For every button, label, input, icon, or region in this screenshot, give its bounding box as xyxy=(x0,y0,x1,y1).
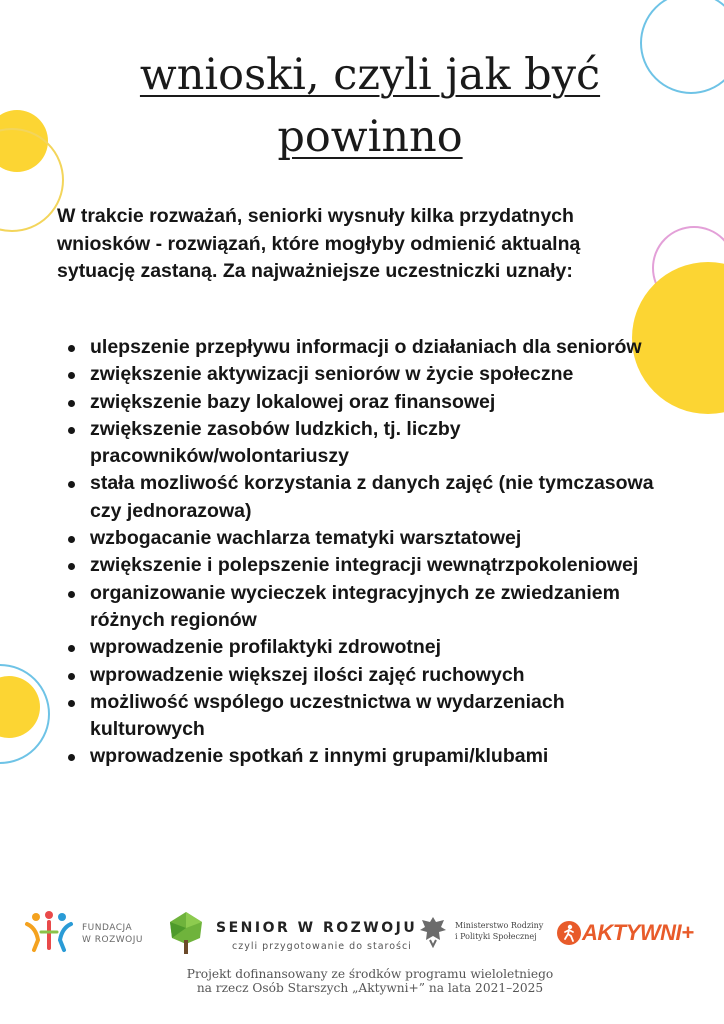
fundacja-logo xyxy=(24,910,154,954)
circle-outline-bottom-left xyxy=(0,664,50,764)
list-item-text: zwiększenie aktywizacji seniorów w życie społeczne xyxy=(90,363,574,386)
title-line-1: wnioski, czyli jak być xyxy=(139,50,601,100)
conclusions-list xyxy=(68,334,658,771)
list-item-text: wprowadzenie profilaktyki zdrowotnej xyxy=(90,636,442,659)
fundacja-line-1: FUNDACJA xyxy=(82,923,133,933)
people-logo-icon xyxy=(24,910,74,954)
list-item xyxy=(68,662,658,689)
list-item xyxy=(68,416,658,471)
list-item xyxy=(68,552,658,579)
list-item xyxy=(68,743,658,770)
list-item xyxy=(68,580,658,635)
ministry-line-1: Ministerstwo Rodziny xyxy=(455,921,544,930)
list-item-text: ulepszenie przepływu informacji o działaniach dla seniorów xyxy=(90,336,642,358)
list-item-text: wprowadzenie większej ilości zajęć ruchowych xyxy=(90,663,525,686)
footer-line-2: na rzecz Osób Starszych „Aktywni+” na lata 2021–2025 xyxy=(196,981,544,995)
list-item xyxy=(68,361,658,388)
eagle-emblem-icon xyxy=(418,914,448,948)
list-item-text: zwiększenie i polepszenie integracji wewnątrzpokoleniowej xyxy=(90,554,639,577)
senior-logo-subtitle: czyli przygotowanie do starości xyxy=(232,941,412,952)
list-item xyxy=(68,470,658,525)
ministry-logo-text xyxy=(455,920,543,942)
ministry-line-2: i Polityki Społecznej xyxy=(455,932,537,941)
fundacja-line-2: W ROZWOJU xyxy=(82,935,143,945)
list-item-text: zwiększenie zasobów ludzkich, tj. liczby pracowników/wolontariuszy xyxy=(90,417,461,468)
senior-logo-title: SENIOR W ROZWOJU xyxy=(216,920,418,936)
page-title xyxy=(70,44,670,168)
intro-paragraph: W trakcie rozważań, seniorki wysnuły kilka przydatnych wniosków - rozwiązań, które mogłyby odmienić aktualną sytuację zastaną. Za najważniejsze uczestniczki uznały: xyxy=(57,205,581,282)
tree-logo-icon xyxy=(166,910,206,956)
list-item-text: możliwość wspólego uczestnictwa w wydarzeniach kulturowych xyxy=(90,690,565,741)
list-item-strong-text: stała xyxy=(90,472,135,495)
footer-funding-note xyxy=(80,967,660,995)
list-item xyxy=(68,334,658,361)
footer-line-1: Projekt dofinansowany ze środków programu wieloletniego xyxy=(186,967,554,981)
list-item-text: zwiększenie bazy lokalowej oraz finansowej xyxy=(90,390,496,413)
circle-outline-left xyxy=(0,128,64,232)
aktywni-logo-text: AKTYWNI+ xyxy=(582,920,694,945)
list-item xyxy=(68,389,658,416)
list-item-text: wprowadzenie spotkań z innymi grupami/klubami xyxy=(90,745,549,768)
runner-badge-icon xyxy=(556,920,582,946)
title-line-2: powinno xyxy=(277,112,463,162)
list-item xyxy=(68,689,658,744)
list-item-text: wzbogacanie wachlarza tematyki warsztatowej xyxy=(90,527,522,550)
list-item xyxy=(68,525,658,552)
list-item-text: mozliwość korzystania z danych zajęć (nie tymczasowa czy jednorazowa) xyxy=(90,472,654,522)
list-item xyxy=(68,634,658,661)
list-item-text: organizowanie wycieczek integracyjnych ze zwiedzaniem różnych regionów xyxy=(90,581,620,631)
